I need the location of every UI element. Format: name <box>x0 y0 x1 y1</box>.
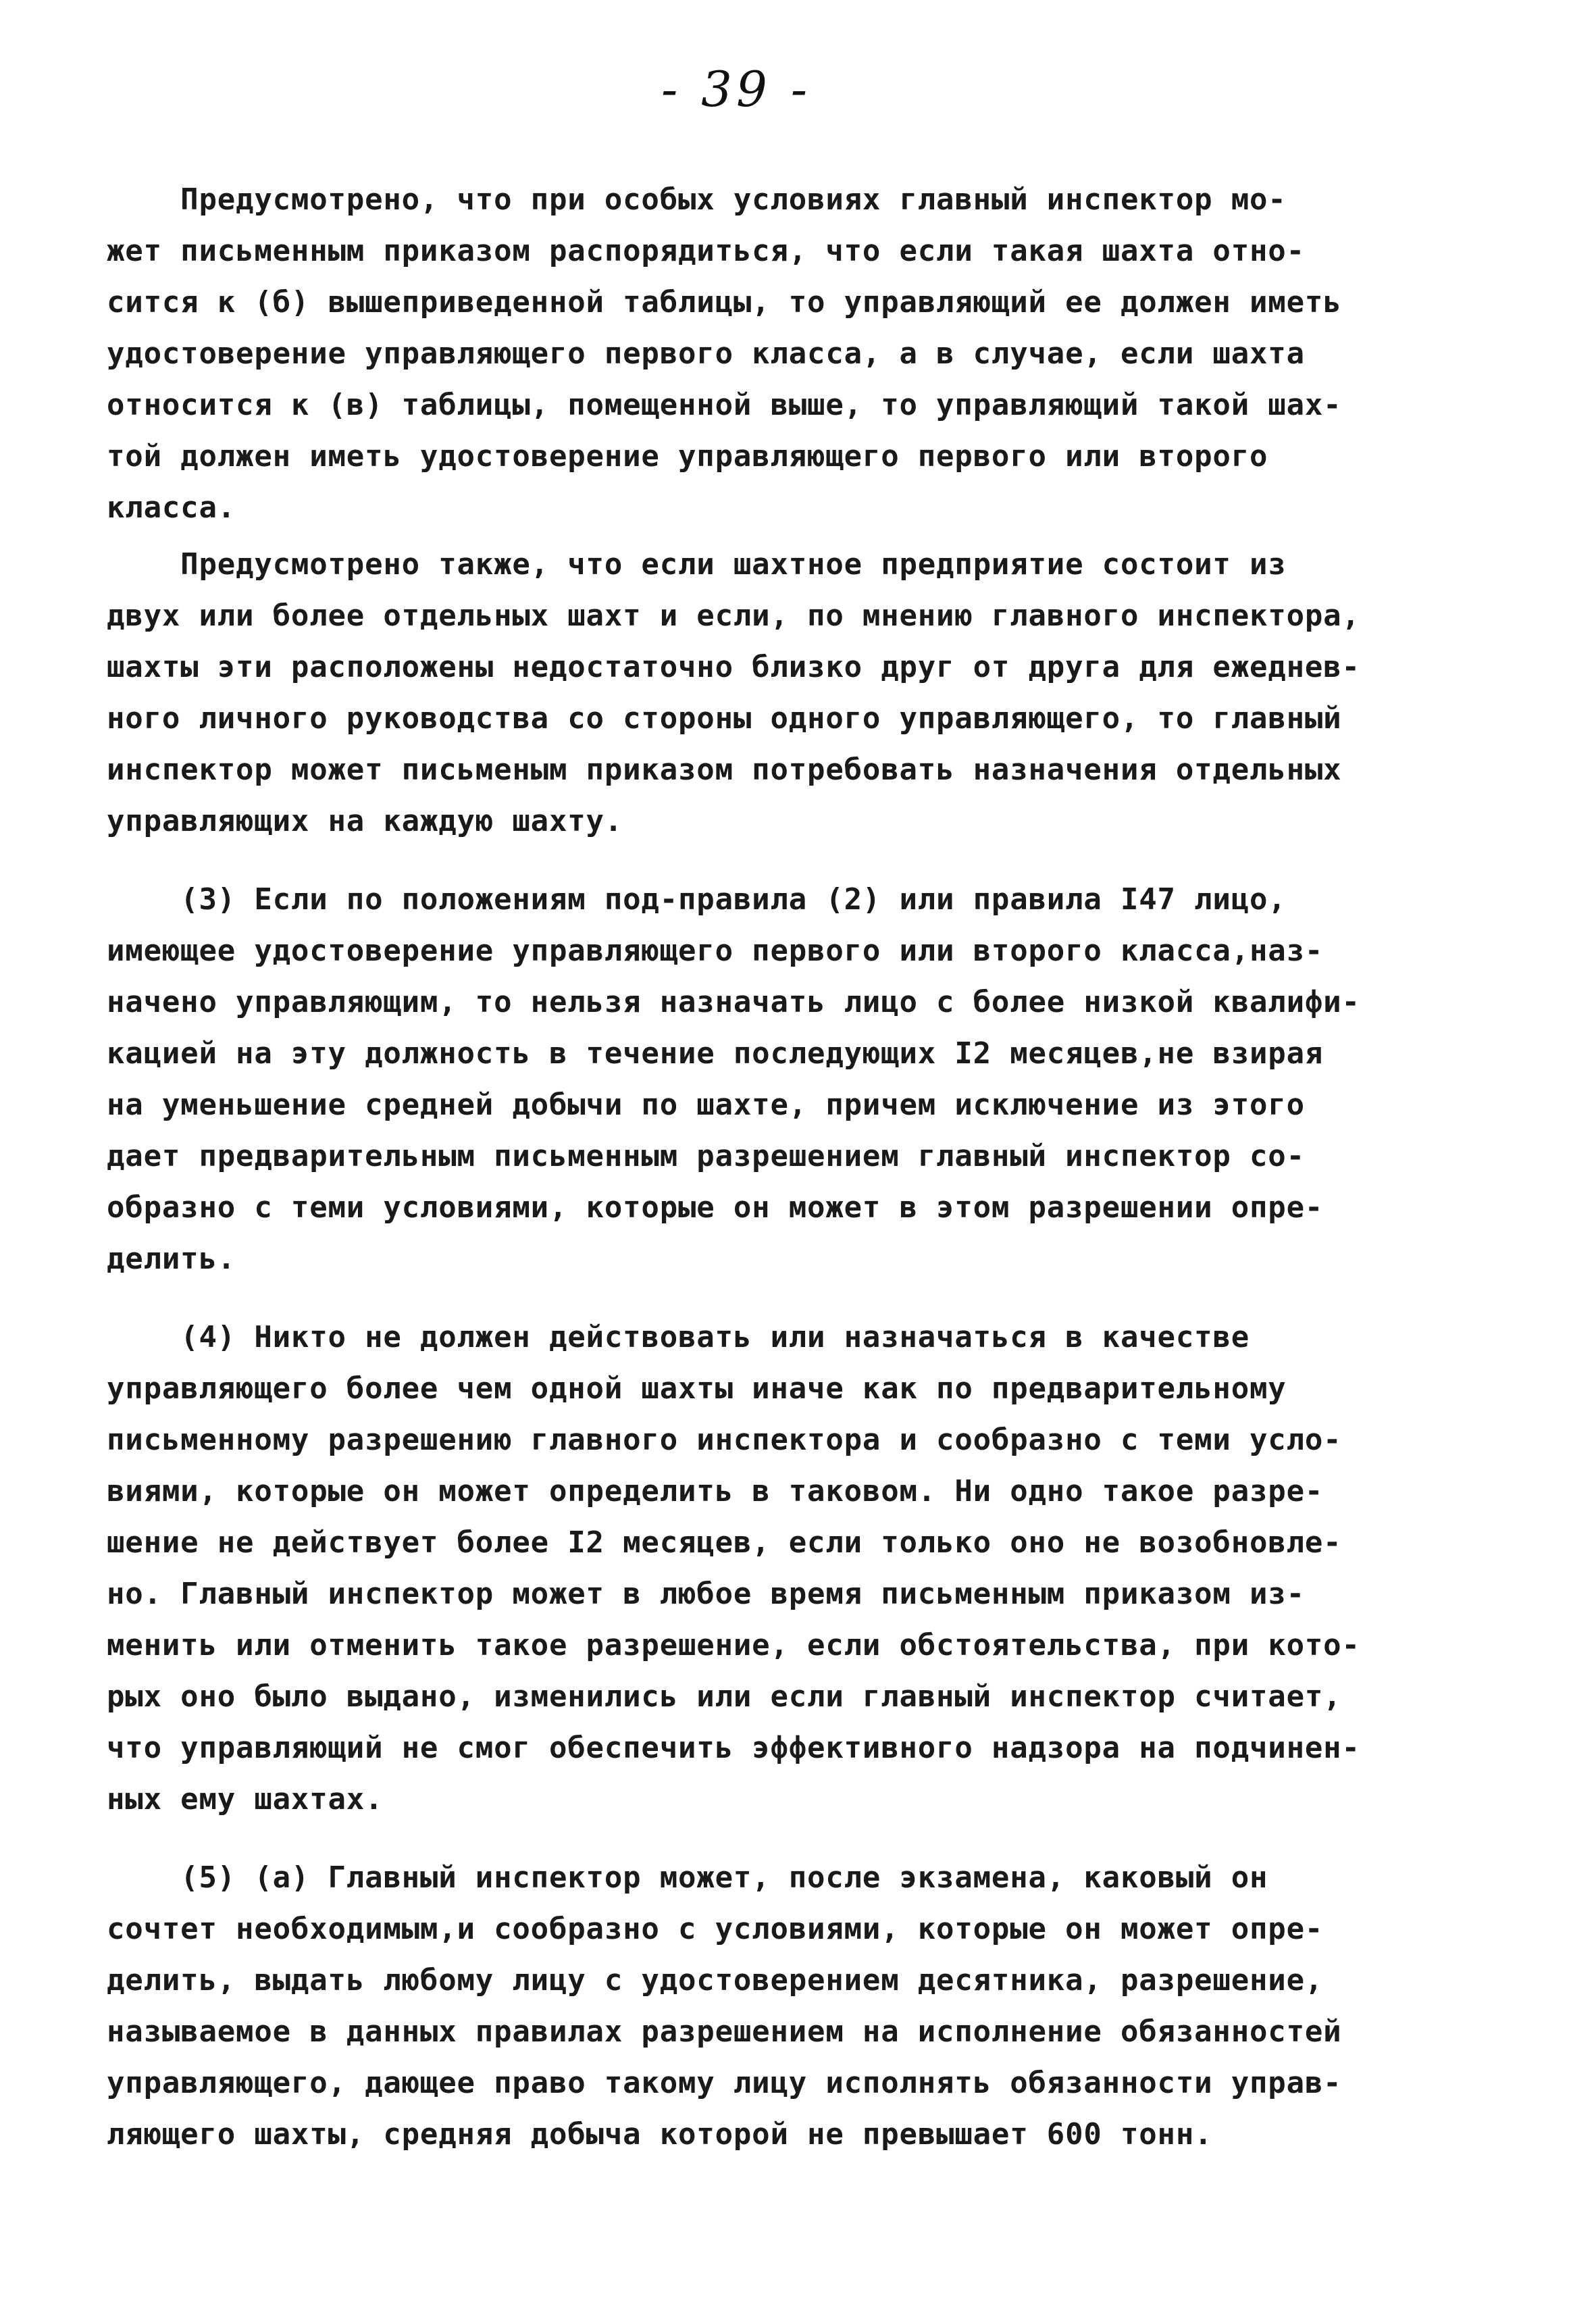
text-line: Предусмотрено также, что если шахтное предприятие состоит из <box>107 547 1287 582</box>
text-line: шахты эти расположены недостаточно близко друг от друга для ежеднев- <box>107 650 1360 684</box>
text-line: что управляющий не смог обеспечить эффективного надзора на подчинен- <box>107 1731 1360 1765</box>
text-line: ляющего шахты, средняя добыча которой не превышает 600 тонн. <box>107 2117 1213 2152</box>
text-line: двух или более отдельных шахт и если, по мнению главного инспектора, <box>107 599 1360 633</box>
text-line: делить. <box>107 1242 236 1276</box>
page-number: - 39 - <box>661 61 812 118</box>
text-line: жет письменным приказом распорядиться, что если такая шахта отно- <box>107 234 1305 268</box>
text-line: удостоверение управляющего первого класса, а в случае, если шахта <box>107 336 1305 371</box>
text-line: на уменьшение средней добычи по шахте, причем исключение из этого <box>107 1088 1305 1122</box>
text-line: рых оно было выдано, изменились или если главный инспектор считает, <box>107 1679 1342 1714</box>
text-line: менить или отменить такое разрешение, если обстоятельства, при кото- <box>107 1628 1360 1662</box>
text-line: класса. <box>107 490 236 525</box>
text-line: делить, выдать любому лицу с удостоверением десятника, разрешение, <box>107 1963 1324 1998</box>
text-line: но. Главный инспектор может в любое время письменным приказом из- <box>107 1577 1305 1611</box>
text-line: дает предварительным письменным разрешением главный инспектор со- <box>107 1139 1305 1173</box>
text-line: виями, которые он может определить в таковом. Ни одно такое разре- <box>107 1474 1324 1508</box>
paragraph-1 <box>107 174 1512 534</box>
text-line: (5) (а) Главный инспектор может, после экзамена, каковый он <box>107 1860 1268 1895</box>
text-line: инспектор может письменым приказом потребовать назначения отдельных <box>107 753 1342 787</box>
text-line: сится к (б) вышеприведенной таблицы, то управляющий ее должен иметь <box>107 285 1342 320</box>
paragraph-2 <box>107 539 1512 847</box>
text-line: имеющее удостоверение управляющего первого или второго класса,наз- <box>107 934 1324 968</box>
paragraph-4 <box>107 1312 1512 1825</box>
text-line: начено управляющим, то нельзя назначать лицо с более низкой квалифи- <box>107 985 1360 1019</box>
text-line: (4) Никто не должен действовать или назначаться в качестве <box>107 1320 1250 1354</box>
text-line: относится к (в) таблицы, помещенной выше, то управляющий такой шах- <box>107 388 1342 422</box>
text-line: кацией на эту должность в течение последующих I2 месяцев,не взирая <box>107 1036 1324 1071</box>
text-line: ных ему шахтах. <box>107 1782 384 1816</box>
text-line: той должен иметь удостоверение управляющего первого или второго <box>107 439 1268 474</box>
text-line: называемое в данных правилах разрешением на исполнение обязанностей <box>107 2014 1342 2049</box>
text-line: шение не действует более I2 месяцев, если только оно не возобновле- <box>107 1525 1342 1560</box>
text-line: управляющего более чем одной шахты иначе как по предварительному <box>107 1371 1287 1406</box>
text-line: образно с теми условиями, которые он может в этом разрешении опре- <box>107 1190 1324 1225</box>
text-line: управляющего, дающее право такому лицу исполнять обязанности управ- <box>107 2066 1342 2100</box>
paragraph-3 <box>107 874 1512 1285</box>
text-line: Предусмотрено, что при особых условиях главный инспектор мо- <box>107 182 1287 217</box>
text-line: управляющих на каждую шахту. <box>107 804 623 838</box>
document-body <box>107 174 1512 2160</box>
paragraph-5 <box>107 1852 1512 2160</box>
text-line: письменному разрешению главного инспектора и сообразно с теми усло- <box>107 1423 1342 1457</box>
text-line: ного личного руководства со стороны одного управляющего, то главный <box>107 701 1342 736</box>
text-line: сочтет необходимым,и сообразно с условиями, которые он может опре- <box>107 1912 1324 1946</box>
text-line: (3) Если по положениям под-правила (2) или правила I47 лицо, <box>107 882 1287 917</box>
